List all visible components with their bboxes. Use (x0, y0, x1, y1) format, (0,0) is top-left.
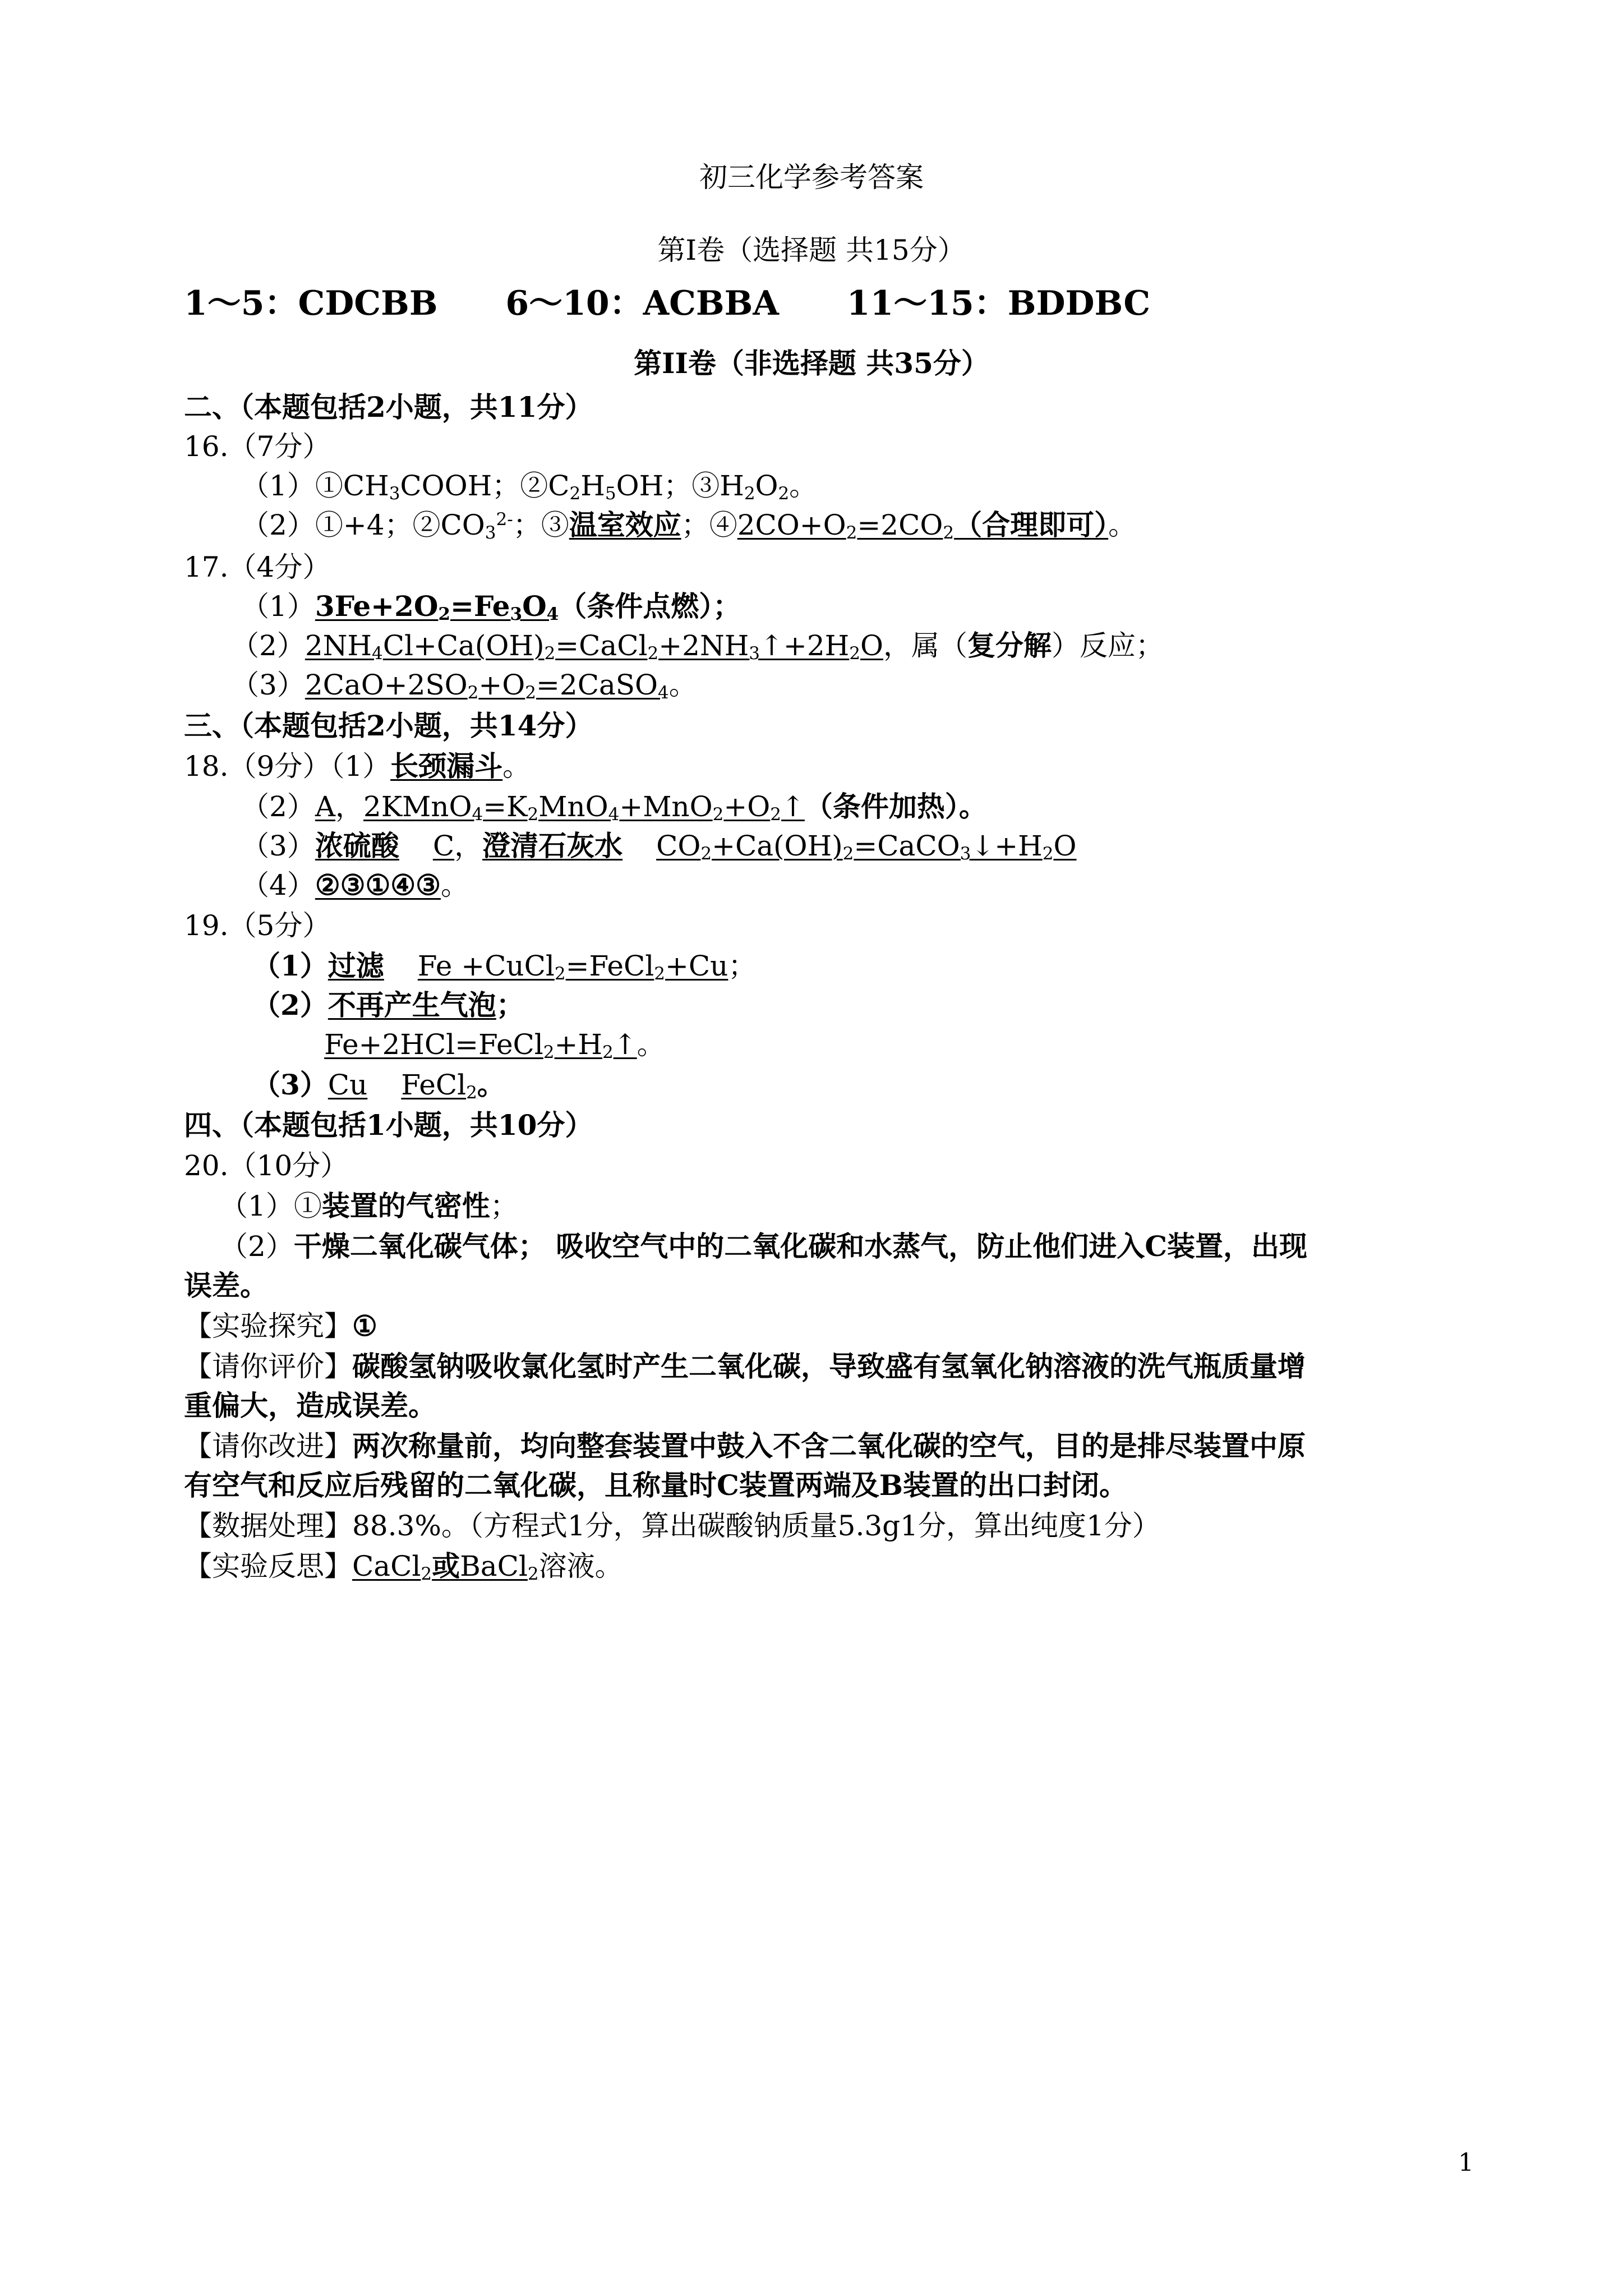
document-title: 初三化学参考答案 (699, 161, 924, 194)
mc-answers (184, 283, 1150, 324)
q20-reagent-answer: CaCl$_2$或BaCl$_2$ (352, 1549, 539, 1584)
q16-part2: （2）①+4；$②CO_3^{2-}$；③温室效应；$④2CO+O_2=2CO_2$（合理即可）。 (241, 508, 1137, 543)
q17-reaction-type: 复分解 (967, 629, 1052, 662)
q18-drying-agent: 浓硫酸 (315, 829, 399, 862)
q17-part2: $(2)2NH_4Cl+Ca(OH)_2=CaCl_2+2NH_3↑+2H_2O$，属（复分解）反应； (231, 629, 1164, 664)
q16-part1-label: （1） (241, 470, 315, 502)
q19-filtration: 过滤 (328, 949, 384, 982)
mc-answers-1-5: 1～5：CDCBB (184, 284, 438, 323)
q18-part3: （3）浓硫酸 C，澄清石灰水 $CO_2+Ca(OH)_2=CaCO_3↓+H_2O$ (241, 829, 1077, 864)
mc-answers-11-15: 11～15：BDDBC (846, 284, 1151, 323)
q19-residue: Cu (328, 1069, 368, 1101)
q18-part1: 18.（9分）（1）长颈漏斗。 (184, 749, 531, 783)
q18-apparatus-answer: A (315, 790, 335, 823)
q20-improve: 【请你改进】两次称量前，均向整套装置中鼓入不含二氧化碳的空气，目的是排尽装置中原 (184, 1429, 1306, 1462)
part2-header: 第II卷（非选择题 共35分） (634, 347, 989, 380)
q20-airtightness: 装置的气密性 (321, 1189, 490, 1222)
q18-funnel-answer: 长颈漏斗 (390, 749, 503, 783)
q16-greenhouse-answer: 温室效应 (569, 508, 681, 541)
mc-answers-6-10: 6～10：ACBBA (505, 284, 779, 323)
section4-header: 四、（本题包括1小题，共10分） (184, 1108, 593, 1142)
section2-header: 二、（本题包括2小题，共11分） (184, 390, 593, 424)
q20-evaluate: 【请你评价】碳酸氢钠吸收氯化氢时产生二氧化碳，导致盛有氢氧化钠溶液的洗气瓶质量增 (184, 1350, 1306, 1383)
q17-sulfur-equation: $2CaO+2SO_2+O_2=2CaSO_4$ (305, 669, 669, 703)
q20-part2-cont: 误差。 (184, 1269, 268, 1302)
q16-co-equation: $2CO+O_2=2CO_2$ (737, 509, 955, 543)
q19-no-bubbles: 不再产生气泡 (328, 988, 496, 1022)
q20-data-processing: 【数据处理】88.3%。（方程式1分，算出碳酸钠质量5.3g1分，算出纯度1分） (184, 1510, 1160, 1542)
q20-explore: 【实验探究】① (184, 1309, 377, 1342)
q19-copper-equation: Fe +CuCl$_2$=FeCl$_2$+Cu (417, 950, 728, 984)
q18-co2-equation: $CO_2+Ca(OH)_2=CaCO_3↓+H_2O$ (656, 830, 1077, 864)
q19-hcl-equation-line: $Fe+2HCl=FeCl_2+H_2↑$。 (324, 1028, 665, 1062)
q20-evaluate-cont: 重偏大，造成误差。 (184, 1389, 436, 1422)
q18-heading: 18.（9分）（1） (184, 750, 391, 783)
q18-limewater: 澄清石灰水 (482, 829, 623, 862)
q20-part1: （1）①装置的气密性； (220, 1189, 518, 1222)
q18-part4: （4）②③①④③。 (241, 868, 469, 901)
q19-filtrate: FeCl$_2$ (401, 1069, 477, 1103)
section3-header: 三、（本题包括2小题，共14分） (184, 709, 593, 742)
q20-improve-cont: 有空气和反应后残留的二氧化碳，且称量时C装置两端及B装置的出口封闭。 (184, 1469, 1128, 1502)
q19-part2: （2）不再产生气泡； (252, 988, 524, 1022)
q20-part2: （2）干燥二氧化碳气体； 吸收空气中的二氧化碳和水蒸气，防止他们进入C装置，出现 (220, 1230, 1308, 1263)
q18-kmno4-equation: $2KMnO_4=K_2MnO_4+MnO_2+O_2↑$ (363, 790, 805, 825)
q18-part2: （2）A，$2KMnO_4=K_2MnO_4+MnO_2+O_2↑$（条件加热）。 (241, 790, 987, 825)
q16-part1: $(1)①CH_3COOH$；$②C_2H_5OH$；$③H_2O_2$。 (241, 470, 818, 504)
q19-hcl-equation: $Fe+2HCl=FeCl_2+H_2↑$ (324, 1028, 637, 1062)
q18-order-answer: ②③①④③ (315, 868, 441, 901)
page-number: 1 (1458, 2148, 1474, 2177)
q17-iron-equation: $3Fe+2O_2=Fe_3O_4$ (315, 590, 559, 624)
q17-ammonium-equation: $2NH_4Cl+Ca(OH)_2=CaCl_2+2NH_3↑+2H_2O$ (305, 629, 883, 664)
q16-part2-label: （2） (241, 509, 315, 541)
q20-heading: 20.（10分） (184, 1149, 349, 1182)
q17-part3: $(3)2CaO+2SO_2+O_2=2CaSO_4$。 (231, 669, 697, 703)
q19-heading: 19.（5分） (184, 909, 331, 942)
q19-part1: （1）过滤 Fe +CuCl$_2$=FeCl$_2$+Cu； (252, 949, 757, 984)
part1-header: 第Ⅰ卷（选择题 共15分） (657, 234, 966, 266)
q17-heading: 17.（4分） (184, 551, 331, 583)
q20-reflection: 【实验反思】CaCl$_2$或BaCl$_2$溶液。 (184, 1549, 623, 1584)
q16-heading: 16.（7分） (184, 430, 331, 463)
q17-part1: $(1)3Fe+2O_2=Fe_3O_4$（条件点燃）； (241, 590, 741, 624)
q19-part3: （3）Cu FeCl$_2$。 (252, 1068, 505, 1103)
